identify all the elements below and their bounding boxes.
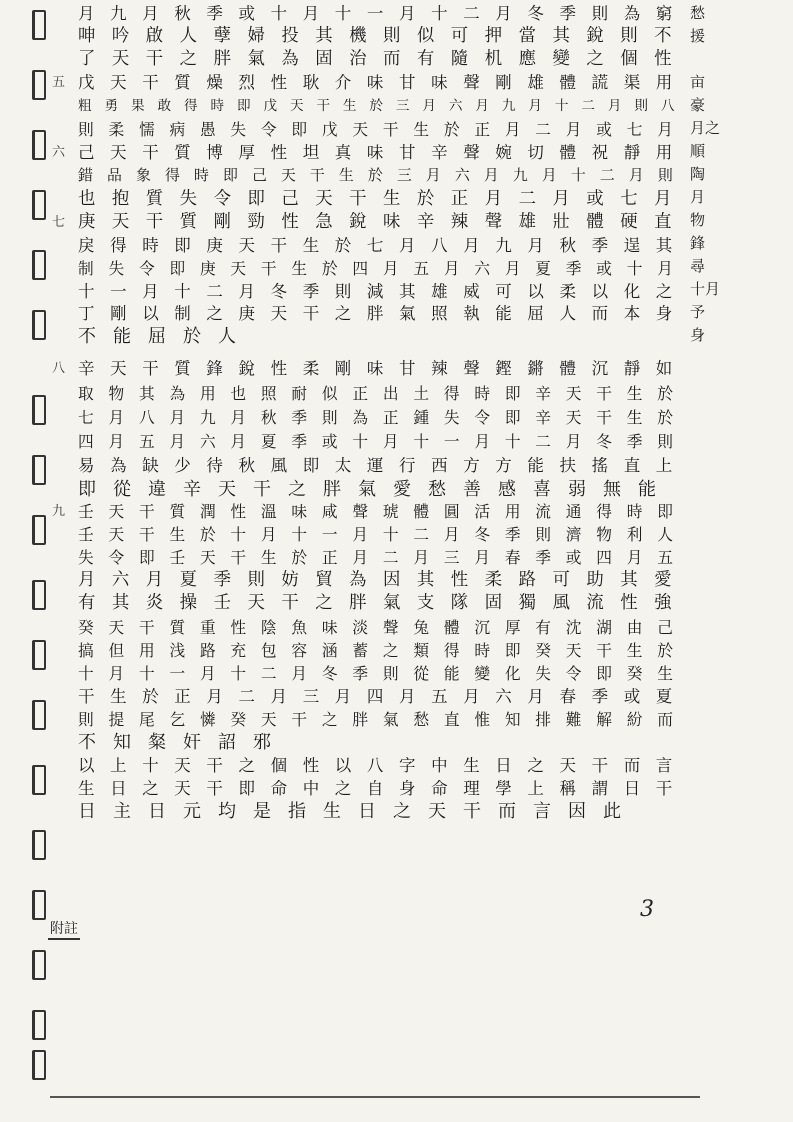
section-number: 八 — [52, 361, 66, 376]
line-text: 丁剛以制之庚天干之胖氣照執能屈人而本身 — [78, 304, 688, 323]
line-text: 生日之天干即命中之自身命理學上稱謂日干 — [78, 779, 688, 798]
section-number: 九 — [52, 504, 66, 519]
line-text: 日主日元均是指生日之天干而言因此 — [78, 801, 638, 822]
margin-line: 十月 — [690, 280, 721, 298]
line-text: 了天干之胖氣為固治而有隨机應變之個性 — [78, 49, 689, 69]
section-number: 五 — [52, 75, 66, 90]
line-text: 己天干質博厚性坦真味甘辛聲婉切體祝靜用 — [78, 143, 688, 162]
text-line — [78, 382, 688, 405]
text-line — [78, 800, 638, 823]
text-line — [78, 25, 688, 48]
binding-ring — [32, 640, 46, 670]
line-text: 錯品象得時即己天干生於三月六月九月十二月則 — [78, 166, 687, 184]
line-text: 不知粲奸詔邪 — [78, 732, 288, 753]
binding-ring — [32, 190, 46, 220]
line-text: 壬天干生於十月十一月十二月冬季則濟物利人 — [78, 525, 688, 544]
margin-line: 鋒 — [690, 234, 706, 252]
margin-line — [690, 48, 720, 71]
line-text: 庚天干質剛勁性急銳味辛辣聲雄壯體硬直 — [78, 212, 689, 232]
binding-ring — [32, 890, 46, 920]
binding-ring — [32, 10, 46, 40]
line-text: 干生於正月二月三月四月五月六月春季或夏 — [78, 687, 688, 706]
margin-text — [690, 2, 720, 347]
text-line — [78, 48, 688, 71]
line-text: 易為缺少待秋風即太運行西方方能扶搖直上 — [78, 456, 688, 475]
text-line — [78, 754, 688, 777]
line-text: 戾得時即庚天干生於七月八月九月秋季逞其 — [78, 236, 688, 255]
line-text: 失令即壬天干生於正月二月三月春季或四月五 — [78, 548, 688, 567]
text-line — [78, 257, 688, 280]
margin-line: 援 — [690, 27, 706, 45]
binding-ring — [32, 250, 46, 280]
text-line — [78, 118, 688, 141]
line-text: 十一月十二月冬季則減其雄威可以柔以化之 — [78, 282, 688, 301]
text-line — [78, 95, 687, 118]
text-line — [78, 708, 688, 731]
text-line — [78, 406, 688, 429]
text-line — [52, 141, 688, 164]
line-text: 四月五月六月夏季或十月十一月十二月冬季則 — [78, 432, 688, 451]
line-text: 有其炎操壬天干之胖氣支隊固獨風流性強 — [78, 593, 689, 613]
line-text: 則柔懦病愚失令即戊天干生於正月二月或七月 — [78, 120, 688, 139]
binding-ring — [32, 310, 46, 340]
binding-ring — [32, 765, 46, 795]
line-text: 呻吟啟人孽婦投其機則似可押當其銳則不 — [78, 26, 689, 46]
binding-ring — [32, 455, 46, 485]
text-line — [78, 616, 688, 639]
line-text: 則提尾乞憐癸天干之胖氣愁直惟知排難解紛而 — [78, 710, 688, 729]
line-text: 七月八月九月秋季則為正鍾失令即辛天干生於 — [78, 408, 688, 427]
line-text: 以上十天干之個性以八字中生日之天干而言 — [78, 756, 688, 775]
text-line — [78, 280, 688, 303]
line-text: 也抱質失令即己天干生於正月二月或七月 — [78, 189, 689, 209]
text-line — [78, 2, 688, 25]
page-number: 3 — [640, 897, 654, 922]
binding-ring — [32, 395, 46, 425]
text-line — [78, 639, 688, 662]
text-line — [78, 523, 688, 546]
binding-ring — [32, 830, 46, 860]
line-text: 即從違辛天干之胖氣愛愁善感喜弱無能 — [78, 479, 673, 500]
text-line — [52, 357, 688, 380]
text-line — [78, 731, 288, 754]
binding-ring — [32, 515, 46, 545]
line-text: 十月十一月十二月冬季則從能變化失令即癸生 — [78, 664, 688, 683]
margin-line: 月 — [690, 188, 706, 206]
text-line — [78, 662, 688, 685]
text-line — [78, 188, 688, 211]
line-text: 取物其為用也照耐似正出土得時即辛天干生於 — [78, 384, 688, 403]
line-text: 搞但用浅路充包容涵蓄之類得時即癸天干生於 — [78, 641, 688, 660]
section-number: 七 — [52, 215, 66, 230]
text-line — [78, 685, 688, 708]
binding-ring — [32, 1050, 46, 1080]
text-line — [78, 325, 253, 348]
line-text: 月九月秋季或十月十一月十二月冬季則為窮 — [78, 4, 688, 23]
text-line — [52, 71, 688, 94]
text-line — [52, 500, 688, 523]
binding-ring — [32, 580, 46, 610]
margin-line: 尋 — [690, 257, 706, 275]
text-line — [78, 777, 688, 800]
line-text: 粗勇果敢得時即戊天干生於三月六月九月十二月則八 — [78, 98, 688, 114]
text-line — [78, 234, 688, 257]
binding-ring — [32, 1010, 46, 1040]
margin-line: 身 — [690, 326, 706, 344]
binding-ring — [32, 700, 46, 730]
line-text: 制失令即庚天干生於四月五月六月夏季或十月 — [78, 259, 688, 278]
line-text: 辛天干質鋒銳性柔剛味甘辣聲鏗鏘體沉靜如 — [78, 359, 688, 378]
text-line — [78, 164, 687, 187]
note-label: 附註 — [48, 918, 80, 940]
text-line — [78, 546, 688, 569]
line-text: 戊天干質燥烈性耿介味甘味聲剛雄體謊渠用 — [78, 73, 688, 92]
margin-line: 愁 — [690, 4, 706, 22]
margin-line: 月之 — [690, 119, 721, 137]
margin-line: 陶 — [690, 165, 706, 183]
line-text: 癸天干質重性陰魚味淡聲兔體沉厚有沈湖由己 — [78, 618, 688, 637]
line-text: 不能屈於人 — [78, 326, 253, 347]
ring-binding — [18, 0, 58, 1122]
text-line — [78, 302, 688, 325]
margin-line: 物 — [690, 211, 706, 229]
margin-line: 順 — [690, 142, 706, 160]
text-line — [78, 592, 688, 615]
binding-ring — [32, 950, 46, 980]
binding-ring — [32, 70, 46, 100]
text-line — [52, 211, 689, 234]
binding-ring — [32, 130, 46, 160]
text-line — [78, 478, 673, 501]
text-line — [78, 569, 688, 592]
text-line — [78, 454, 688, 477]
bottom-rule — [50, 1096, 700, 1098]
margin-line: 予 — [690, 303, 706, 321]
line-text: 月六月夏季則妨貿為因其性柔路可助其愛 — [78, 570, 689, 590]
margin-line: 亩 — [690, 73, 706, 91]
margin-line: 豪 — [690, 96, 706, 114]
text-line — [78, 430, 688, 453]
section-number: 六 — [52, 145, 66, 160]
line-text: 壬天干質潤性溫味咸聲琥體圓活用流通得時即 — [78, 502, 688, 521]
